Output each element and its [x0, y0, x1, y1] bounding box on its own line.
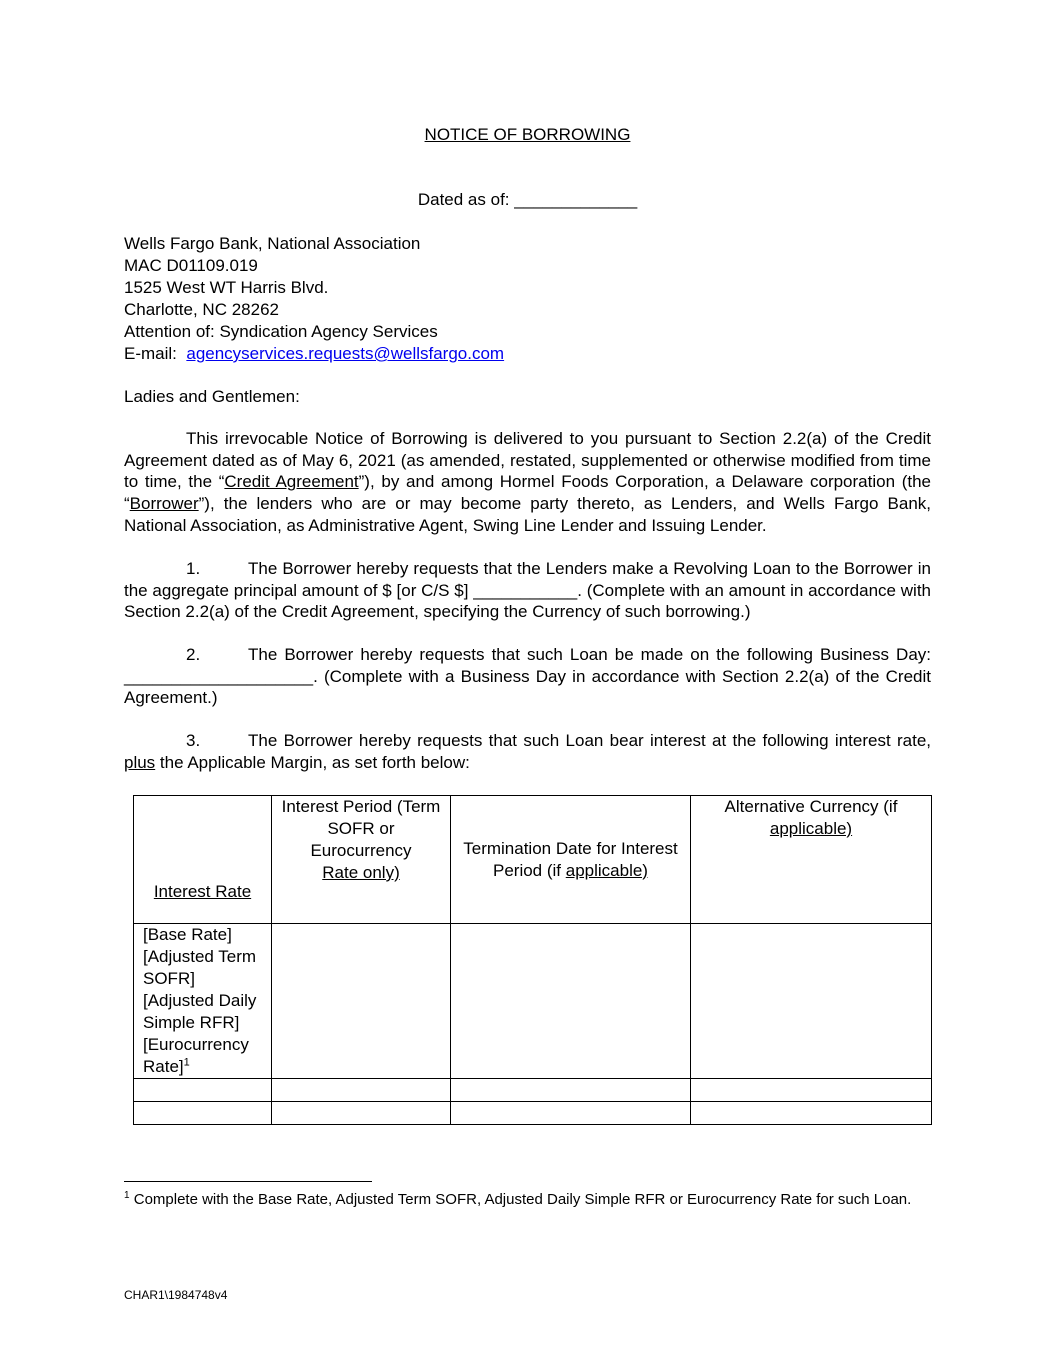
- header-termination-date: [451, 796, 691, 924]
- table-header-row: [134, 796, 932, 924]
- address-line-city: Charlotte, NC 28262: [124, 300, 279, 319]
- header-alt-currency-text: Alternative Currency (if: [724, 797, 898, 816]
- intro-text-2: ”), by and among Hormel Foods Corporation, a Delaware corporation (the “: [124, 472, 932, 514]
- item-2-paragraph: [124, 644, 931, 709]
- email-label: E-mail:: [124, 344, 177, 363]
- email-link[interactable]: agencyservices.requests@wellsfargo.com: [186, 344, 505, 363]
- item-3-number: 3.: [186, 731, 201, 750]
- blank-cell[interactable]: [451, 1079, 691, 1102]
- borrower-term: Borrower: [129, 494, 199, 514]
- rate-options-cell: [134, 924, 272, 1079]
- interest-rate-table: [133, 795, 932, 1125]
- header-termination-underlined: applicable): [565, 860, 648, 880]
- blank-cell[interactable]: [691, 1102, 932, 1125]
- credit-agreement-term: Credit Agreement: [224, 472, 359, 492]
- plus-term: plus: [124, 752, 156, 772]
- header-interest-rate: [134, 796, 272, 924]
- footnote-text: Complete with the Base Rate, Adjusted Term SOFR, Adjusted Daily Simple RFR or Eurocurrency Rate for such Loan.: [129, 1191, 912, 1208]
- blank-cell[interactable]: [691, 1079, 932, 1102]
- header-interest-period-underlined: Rate only): [322, 863, 400, 882]
- document-id: CHAR1\1984748v4: [124, 1288, 228, 1302]
- table-row: [134, 924, 932, 1079]
- alt-currency-input-cell[interactable]: [691, 924, 932, 1079]
- blank-cell[interactable]: [272, 1102, 451, 1125]
- blank-cell[interactable]: [134, 1079, 272, 1102]
- header-alternative-currency: [691, 796, 932, 924]
- header-termination-text: Termination Date for Interest Period (if: [463, 838, 678, 880]
- rate-option-daily-rfr: [Adjusted Daily Simple RFR]: [143, 991, 257, 1032]
- rate-option-eurocurrency-text: [Eurocurrency Rate]: [143, 1035, 249, 1076]
- interest-period-input-cell[interactable]: [272, 924, 451, 1079]
- rate-option-eurocurrency: [143, 1034, 262, 1078]
- address-line-bank: Wells Fargo Bank, National Association: [124, 234, 421, 253]
- intro-text-1: This irrevocable Notice of Borrowing is delivered to you pursuant to Section 2.2(a) of the Credit Agreement dated as of May 6, 2021 (as amended, restated, supplemented or otherwise modified from time to time, the “: [124, 429, 931, 492]
- rate-option-term-sofr: [Adjusted Term SOFR]: [143, 947, 257, 988]
- termination-date-input-cell[interactable]: [451, 924, 691, 1079]
- item-3-text-b: the Applicable Margin, as set forth below:: [155, 752, 470, 772]
- dated-as-of[interactable]: Dated as of: _____________: [417, 190, 638, 209]
- intro-text-3: ”), the lenders who are or may become party thereto, as Lenders, and Wells Fargo Bank, National Association, as Administrative Agent, Swing Line Lender and Issuing Lender.: [124, 494, 931, 535]
- blank-cell[interactable]: [134, 1102, 272, 1125]
- item-3-paragraph: [124, 730, 931, 773]
- footnote-separator: [124, 1181, 372, 1182]
- address-line-attention: Attention of: Syndication Agency Services: [124, 322, 438, 341]
- blank-cell[interactable]: [272, 1079, 451, 1102]
- recipient-address: [124, 233, 504, 365]
- item-3-text-a: The Borrower hereby requests that such Loan bear interest at the following interest rate,: [248, 731, 931, 750]
- blank-cell[interactable]: [451, 1102, 691, 1125]
- salutation: Ladies and Gentlemen:: [124, 387, 300, 406]
- header-interest-period: [272, 796, 451, 924]
- address-line-street: 1525 West WT Harris Blvd.: [124, 278, 329, 297]
- address-line-email: [124, 343, 504, 365]
- item-1-text: The Borrower hereby requests that the Lenders make a Revolving Loan to the Borrower in the aggregate principal amount of $ [or C/S $] ___________. (Complete with an amount in accordance with Section 2.2(a) of the Credit Agreement, specifying the Currency of such borrowing.): [124, 559, 931, 622]
- header-alt-currency-underlined: applicable): [769, 819, 853, 838]
- footnote: [124, 1190, 924, 1210]
- table-row: [134, 1079, 932, 1102]
- item-1-number: 1.: [186, 559, 201, 578]
- address-line-mac: MAC D01109.019: [124, 256, 258, 275]
- table-row: [134, 1102, 932, 1125]
- item-2-number: 2.: [186, 645, 201, 664]
- item-2-text: The Borrower hereby requests that such Loan be made on the following Business Day: ____________________. (Complete with a Business Day in accordance with Section 2.2(a) of the Credit Agreement.): [124, 645, 931, 708]
- header-interest-rate-text: Interest Rate: [153, 882, 252, 901]
- footnote-mark: 1: [124, 1190, 130, 1201]
- rate-option-base: [Base Rate]: [143, 925, 232, 944]
- document-title: NOTICE OF BORROWING: [424, 125, 631, 144]
- footnote-ref: 1: [183, 1056, 190, 1069]
- item-1-paragraph: [124, 558, 931, 623]
- intro-paragraph: [124, 428, 931, 537]
- header-interest-period-text: Interest Period (Term SOFR or Eurocurrency: [281, 797, 441, 860]
